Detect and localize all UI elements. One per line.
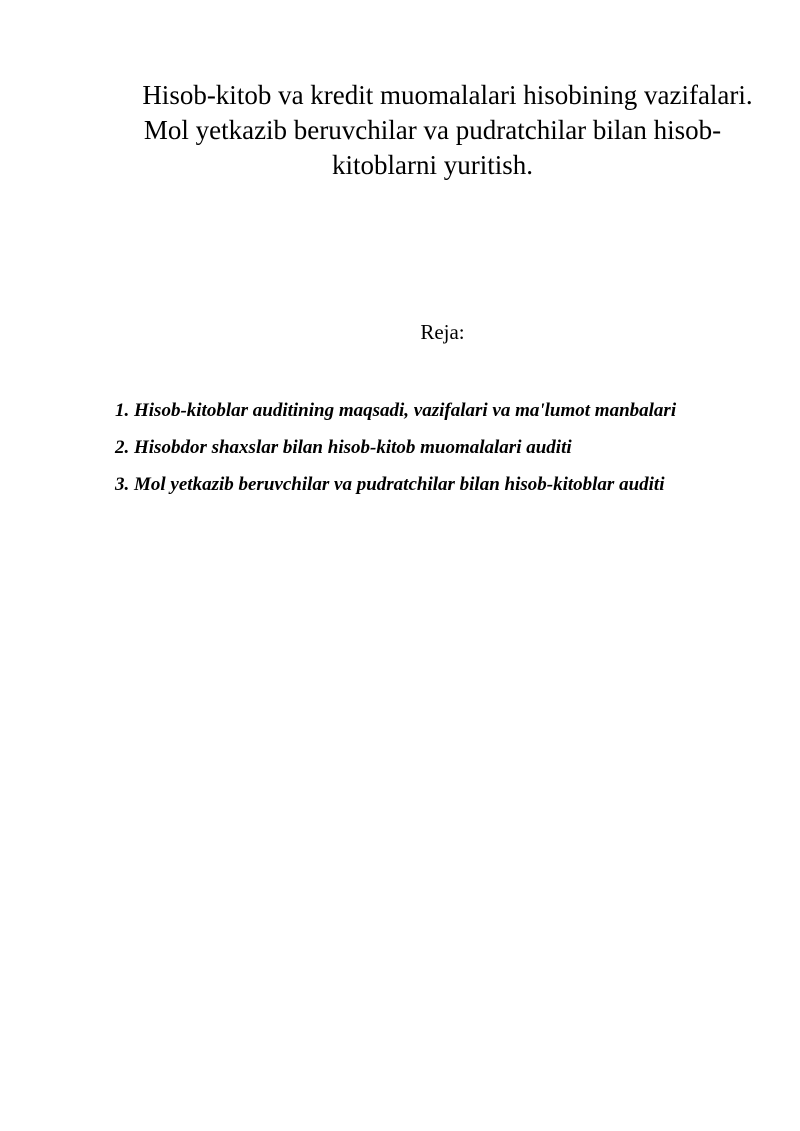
document-title: Hisob-kitob va kredit muomalalari hisobining vazifalari. Mol yetkazib beruvchilar va pudratchilar bilan hisob-kitoblarni yuritish. — [142, 80, 753, 180]
plan-item-3: 3. Mol yetkazib beruvchilar va pudratchilar bilan hisob-kitoblar auditi — [115, 474, 665, 495]
plan-item-1: 1. Hisob-kitoblar auditining maqsadi, vazifalari va ma'lumot manbalari — [115, 400, 677, 421]
plan-list — [115, 394, 785, 505]
plan-item-2: 2. Hisobdor shaxslar bilan hisob-kitob muomalalari auditi — [115, 437, 572, 458]
plan-heading: Reja: — [420, 320, 465, 344]
